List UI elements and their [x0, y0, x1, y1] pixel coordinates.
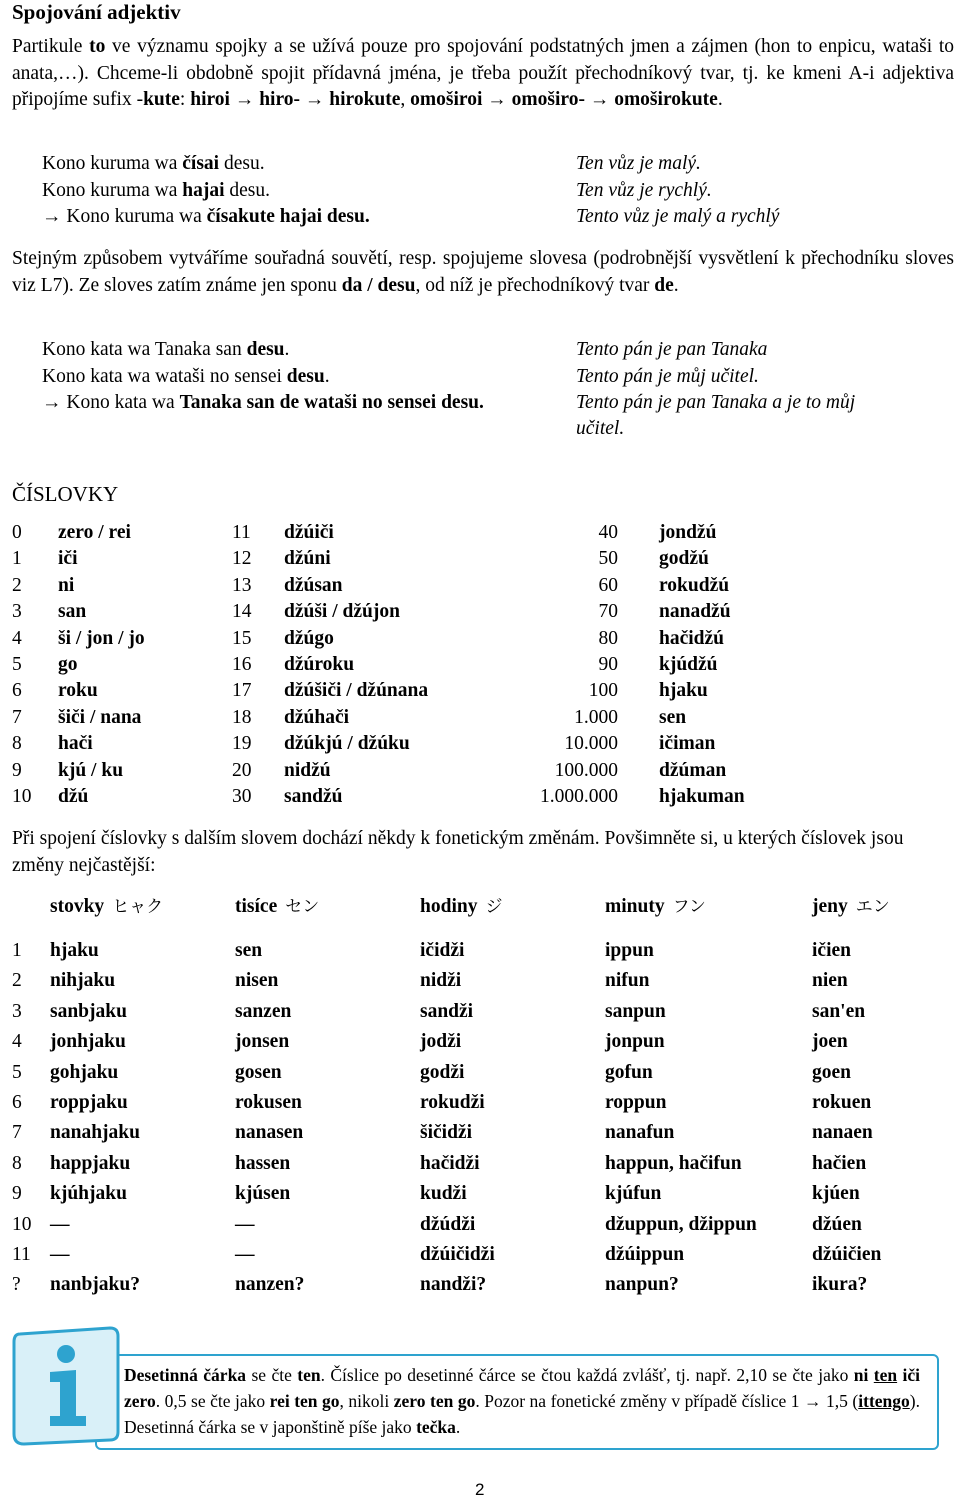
intro-paragraph: Partikule to ve významu spojky a se užívá pouze pro spojování podstatných jmen a zájmen (hon to enpicu, wataši to anata,…). Chceme-li obdobně spojit přídavná jména, je třeba použít přechodníkový tvar, tj. ke kmeni A-i adjektiva připojíme sufix -kute: hiroi → hiro- → hirokute, omoširoi → omoširo- → omoširokute.: [12, 36, 955, 110]
counter-cell: kjúen: [812, 1183, 860, 1205]
number-word: džúšiči / džúnana: [284, 680, 429, 702]
counter-cell: nanbjaku?: [50, 1274, 140, 1296]
number-word: roku: [58, 680, 98, 702]
counter-cell: nidži: [420, 970, 462, 992]
counter-cell: nanaen: [812, 1122, 873, 1144]
example-cz: Tento pán je pan Tanaka a je to můj: [576, 392, 856, 413]
number-word: hjaku: [659, 680, 708, 702]
number-value: 100.000: [554, 759, 618, 781]
number-value: 20: [232, 759, 252, 781]
counter-cell: roppjaku: [50, 1092, 128, 1113]
counter-cell: sanpun: [605, 1000, 666, 1022]
number-value: 19: [232, 733, 252, 755]
counter-cell: ikura?: [812, 1274, 868, 1296]
counter-cell: džúičien: [812, 1244, 882, 1265]
counter-row-number: 4: [12, 1031, 22, 1053]
counter-cell: goen: [812, 1061, 851, 1083]
number-value: 2: [12, 574, 22, 596]
number-value: 16: [232, 654, 252, 675]
counter-header-kana: ジ: [485, 897, 503, 917]
number-word: hačidžú: [659, 627, 725, 649]
counter-cell: ippun: [605, 940, 654, 961]
counter-cell: nanafun: [605, 1122, 675, 1144]
counter-header-kana: エン: [855, 897, 890, 917]
number-value: 10: [12, 786, 32, 807]
verb-paragraph: Stejným způsobem vytváříme souřadná souvětí, resp. spojujeme slovesa (podrobnější vysvětlení k přechodníku sloves viz L7). Ze sloves zatím známe jen sponu da / desu, od níž je přechodníkový tvar de.: [12, 248, 954, 296]
counter-cell: jonhjaku: [50, 1031, 126, 1053]
counter-header-kana: セン: [285, 897, 320, 917]
number-value: 15: [232, 627, 252, 649]
counter-cell: sen: [235, 940, 263, 961]
number-value: 1: [12, 548, 22, 570]
number-value: 1.000: [574, 706, 618, 728]
number-word: džúši / džújon: [284, 601, 400, 623]
counter-cell: ičidži: [420, 940, 465, 961]
number-word: iči: [58, 548, 78, 570]
example-cz: Tento vůz je malý a rychlý: [576, 206, 780, 227]
counter-row-number: 5: [12, 1061, 22, 1083]
number-word: nidžú: [284, 759, 331, 781]
counter-cell: —: [50, 1213, 70, 1235]
number-word: džúsan: [284, 574, 343, 596]
counter-cell: nifun: [605, 970, 650, 992]
counter-cell: nanpun?: [605, 1274, 679, 1296]
counter-cell: džúen: [812, 1213, 862, 1235]
number-value: 90: [598, 654, 618, 675]
example-cz: Ten vůz je malý.: [576, 153, 701, 174]
number-word: go: [58, 654, 78, 675]
numbers-heading: ČÍSLOVKY: [12, 482, 119, 506]
example-jp: → Kono kuruma wa čísakute hajai desu.: [42, 206, 370, 227]
number-word: džúroku: [284, 654, 355, 675]
info-icon: [6, 1324, 124, 1448]
number-word: džúkjú / džúku: [284, 733, 410, 755]
counter-cell: —: [235, 1244, 255, 1265]
number-word: kjú / ku: [58, 759, 124, 781]
counter-row-number: 1: [12, 940, 22, 961]
counter-row-number: 10: [12, 1213, 32, 1235]
example-jp: Kono kuruma wa hajai desu.: [42, 180, 271, 201]
number-word: hjakuman: [659, 786, 745, 807]
counter-cell: gohjaku: [50, 1061, 119, 1083]
counter-cell: kudži: [420, 1183, 467, 1205]
example-jp: Kono kata wa wataši no sensei desu.: [42, 366, 330, 387]
counter-cell: džúippun: [605, 1244, 685, 1265]
counter-row-number: 6: [12, 1092, 22, 1113]
number-word: rokudžú: [659, 574, 730, 596]
example-cz: Tento pán je pan Tanaka: [576, 339, 768, 360]
counter-cell: rokudži: [420, 1092, 485, 1113]
number-word: zero / rei: [58, 522, 131, 543]
counter-cell: nanahjaku: [50, 1122, 140, 1144]
counter-header-kana: ヒャク: [112, 897, 164, 917]
counter-header: jeny エン: [812, 896, 890, 917]
counter-row-number: 2: [12, 970, 22, 992]
counter-cell: rokusen: [235, 1092, 302, 1113]
number-value: 60: [598, 574, 618, 596]
number-word: kjúdžú: [659, 654, 718, 675]
number-word: džúman: [659, 759, 727, 781]
page-number: 2: [475, 1480, 485, 1499]
counter-cell: sanbjaku: [50, 1000, 127, 1022]
example-cz-continuation: učitel.: [576, 418, 625, 439]
number-word: džúhači: [284, 706, 350, 728]
number-value: 1.000.000: [540, 786, 618, 807]
phonetic-paragraph: Při spojení číslovky s dalším slovem dochází někdy k fonetickým změnám. Povšimněte si, u kterých číslovek jsou změny nejčastější:: [12, 828, 904, 876]
arrow-icon: →: [804, 1391, 822, 1411]
counter-cell: kjúhjaku: [50, 1183, 127, 1205]
number-value: 13: [232, 574, 252, 596]
counter-header: minuty フン: [605, 896, 706, 917]
counter-row-number: 3: [12, 1000, 22, 1022]
counter-cell: gofun: [605, 1061, 653, 1083]
number-value: 10.000: [564, 733, 618, 755]
counter-cell: nanasen: [235, 1122, 304, 1144]
number-value: 40: [598, 522, 618, 543]
number-word: sen: [659, 706, 687, 728]
page-title: Spojování adjektiv: [12, 0, 181, 24]
counter-cell: nien: [812, 970, 848, 992]
counter-cell: hačidži: [420, 1152, 480, 1174]
number-word: džú: [58, 786, 89, 807]
counter-cell: happjaku: [50, 1152, 131, 1174]
number-word: sandžú: [284, 786, 343, 807]
counter-cell: rokuen: [812, 1092, 872, 1113]
counter-cell: nandži?: [420, 1274, 487, 1296]
counter-header: tisíce セン: [235, 896, 320, 917]
counter-row-number: 7: [12, 1122, 22, 1144]
counter-cell: nihjaku: [50, 970, 116, 992]
number-word: džúgo: [284, 627, 334, 649]
number-word: hači: [58, 733, 93, 755]
number-value: 11: [232, 522, 251, 543]
number-word: ši / jon / jo: [58, 627, 145, 649]
number-value: 7: [12, 706, 22, 728]
counter-cell: hassen: [235, 1152, 291, 1174]
number-value: 6: [12, 680, 22, 702]
number-word: ni: [58, 574, 75, 596]
counter-row-number: ?: [12, 1274, 21, 1296]
counter-cell: šičidži: [420, 1122, 472, 1144]
number-value: 30: [232, 786, 252, 807]
counter-cell: hačien: [812, 1152, 867, 1174]
number-value: 50: [598, 548, 618, 570]
number-value: 9: [12, 759, 22, 781]
number-word: džúni: [284, 548, 331, 570]
counter-cell: san'en: [812, 1000, 866, 1022]
number-value: 100: [588, 680, 618, 702]
number-word: jondžú: [659, 522, 717, 543]
number-value: 5: [12, 654, 22, 675]
number-word: godžú: [659, 548, 709, 570]
number-word: ičiman: [659, 733, 716, 755]
number-value: 70: [598, 601, 618, 623]
counter-cell: happun, hačifun: [605, 1152, 742, 1174]
counter-header-kana: フン: [672, 897, 706, 917]
counter-cell: džuppun, džippun: [605, 1213, 757, 1235]
example-cz: Tento pán je můj učitel.: [576, 366, 759, 387]
counter-header: hodiny ジ: [420, 896, 503, 917]
counter-cell: kjúfun: [605, 1183, 662, 1205]
counter-cell: nisen: [235, 970, 279, 992]
counter-cell: —: [235, 1213, 255, 1235]
counter-cell: ičien: [812, 940, 851, 961]
counter-cell: roppun: [605, 1092, 667, 1113]
number-value: 80: [598, 627, 618, 649]
number-value: 17: [232, 680, 252, 702]
counter-cell: joen: [812, 1031, 848, 1053]
counter-cell: kjúsen: [235, 1183, 291, 1205]
counter-cell: hjaku: [50, 940, 99, 961]
number-value: 12: [232, 548, 252, 570]
counter-row-number: 8: [12, 1152, 22, 1174]
number-word: nanadžú: [659, 601, 731, 623]
number-value: 4: [12, 627, 22, 649]
counter-row-number: 9: [12, 1183, 22, 1205]
example-jp: → Kono kata wa Tanaka san de wataši no sensei desu.: [42, 392, 484, 413]
example-jp: Kono kata wa Tanaka san desu.: [42, 339, 290, 360]
example-cz: Ten vůz je rychlý.: [576, 180, 712, 201]
number-word: džúiči: [284, 522, 334, 543]
info-text: Desetinná čárka se čte ten. Číslice po desetinné čárce se čtou každá zvlášť, tj. např. 2,10 se čte jako ni ten iči zero. 0,5 se čte jako rei ten go, nikoli zero ten go. Pozor na fonetické změny v případě číslice 1 → 1,5 (ittengo). Desetinná čárka se v japonštině píše jako tečka.: [124, 1365, 921, 1437]
counter-row-number: 11: [12, 1244, 31, 1265]
counter-cell: —: [50, 1244, 70, 1265]
counter-cell: džúičidži: [420, 1244, 495, 1265]
number-word: šiči / nana: [58, 706, 142, 728]
counter-cell: džúdži: [420, 1213, 476, 1235]
counter-cell: nanzen?: [235, 1274, 305, 1296]
counter-cell: gosen: [235, 1061, 282, 1083]
counter-cell: jonsen: [235, 1031, 290, 1053]
counter-cell: godži: [420, 1061, 465, 1083]
number-value: 0: [12, 522, 22, 543]
counter-cell: jonpun: [605, 1031, 665, 1053]
number-word: san: [58, 601, 87, 623]
counter-cell: jodži: [420, 1031, 462, 1053]
number-value: 18: [232, 706, 252, 728]
counter-cell: sanzen: [235, 1000, 292, 1022]
number-value: 3: [12, 601, 22, 623]
counter-cell: sandži: [420, 1000, 474, 1022]
example-jp: Kono kuruma wa čísai desu.: [42, 153, 265, 174]
counter-header: stovky ヒャク: [50, 896, 164, 917]
number-value: 8: [12, 733, 22, 755]
number-value: 14: [232, 601, 252, 623]
